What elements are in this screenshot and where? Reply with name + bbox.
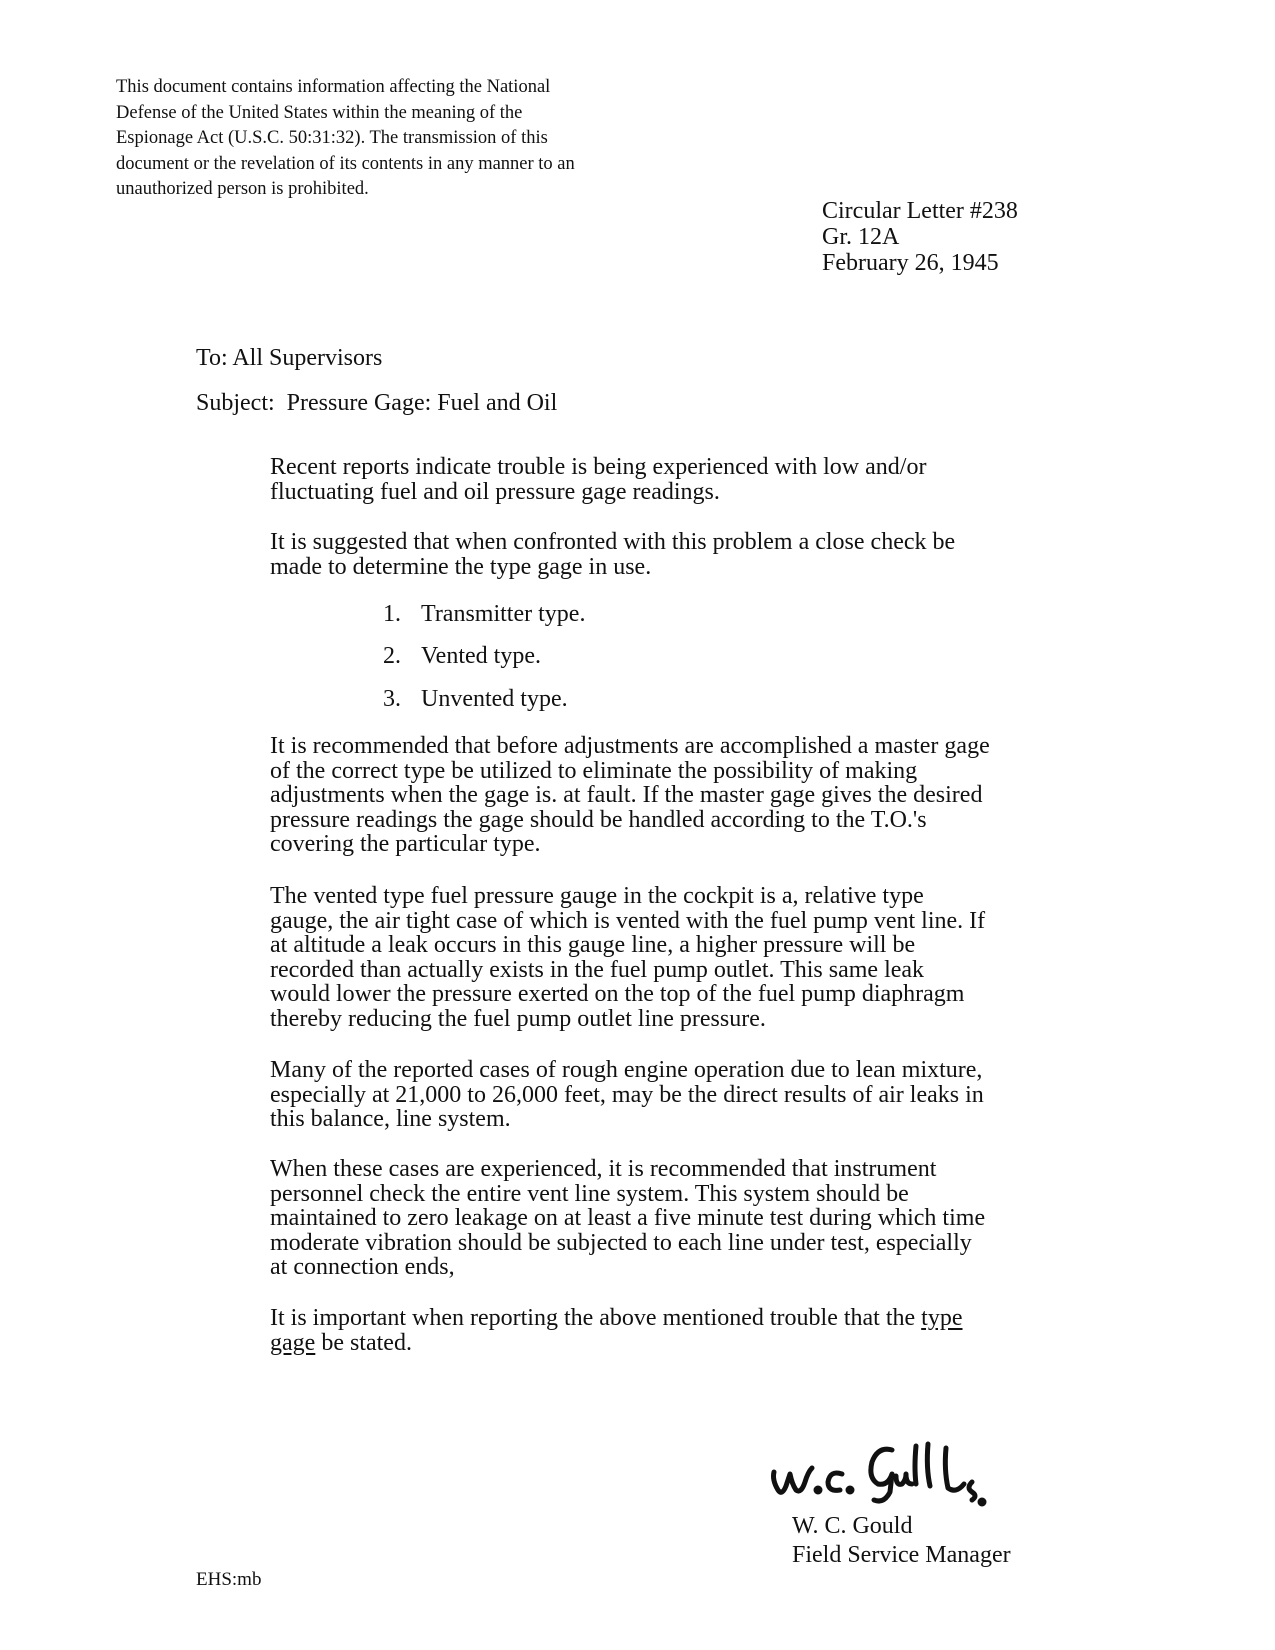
paragraph-line: moderate vibration should be subjected to each line under test, especially: [270, 1229, 972, 1256]
notice-line: Defense of the United States within the meaning of the: [116, 102, 523, 123]
paragraph-line: this balance, line system.: [270, 1106, 511, 1132]
notice-line: This document contains information affecting the National: [116, 77, 551, 97]
paragraph-text: It is important when reporting the above mentioned trouble that the: [270, 1305, 922, 1331]
notice-line: unauthorized person is prohibited.: [116, 179, 369, 199]
recipient-line: To: All Supervisors: [196, 345, 383, 371]
paragraph-line: especially at 21,000 to 26,000 feet, may be the direct results of air leaks in: [270, 1081, 984, 1108]
paragraph-line: would lower the pressure exerted on the top of the fuel pump diaphragm: [270, 981, 965, 1007]
paragraph-line: Many of the reported cases of rough engine operation due to lean mixture,: [270, 1057, 983, 1083]
body-paragraph-1: [270, 455, 1050, 504]
subject-line: [196, 389, 557, 417]
letter-date: February 26, 1945: [822, 250, 999, 276]
list-item-number: 2.: [383, 643, 401, 669]
paragraph-line: [270, 1306, 1050, 1331]
paragraph-line: [270, 1331, 1050, 1356]
paragraph-line: The vented type fuel pressure gauge in the cockpit is a, relative type: [270, 883, 924, 909]
body-paragraph-6: [270, 1157, 1050, 1280]
paragraph-line: covering the particular type.: [270, 831, 541, 857]
paragraph-line: Recent reports indicate trouble is being experienced with low and/or: [270, 454, 927, 480]
paragraph-line: of the correct type be utilized to eliminate the possibility of making: [270, 757, 918, 784]
paragraph-line: at connection ends,: [270, 1254, 455, 1280]
paragraph-line: thereby reducing the fuel pump outlet line pressure.: [270, 1005, 766, 1032]
subject-label: Subject:: [196, 390, 275, 416]
paragraph-text: be stated.: [315, 1329, 412, 1356]
list-item-number: 1.: [383, 601, 401, 627]
paragraph-line: adjustments when the gage is. at fault. If the master gage gives the desired: [270, 782, 983, 808]
underlined-word: gage: [270, 1329, 316, 1356]
list-item-number: 3.: [383, 686, 401, 712]
notice-line: Espionage Act (U.S.C. 50:31:32). The transmission of this: [116, 128, 548, 148]
signer-block: [792, 1512, 1011, 1570]
paragraph-line: made to determine the type gage in use.: [270, 553, 652, 580]
list-item: [383, 600, 585, 628]
list-item-text: Transmitter type.: [421, 601, 586, 627]
list-item-text: Unvented type.: [421, 686, 568, 712]
typist-initials: EHS:mb: [196, 1569, 262, 1590]
group-code: Gr. 12A: [822, 224, 900, 250]
signer-name: W. C. Gould: [792, 1513, 913, 1539]
list-item: [383, 685, 568, 713]
notice-line: document or the revelation of its contents in any manner to an: [116, 153, 575, 174]
paragraph-line: fluctuating fuel and oil pressure gage readings.: [270, 478, 720, 505]
paragraph-line: gauge, the air tight case of which is vented with the fuel pump vent line. If: [270, 907, 986, 934]
paragraph-line: at altitude a leak occurs in this gauge line, a higher pressure will be: [270, 932, 916, 958]
body-paragraph-7: [270, 1306, 1050, 1355]
body-paragraph-4: [270, 884, 1050, 1031]
paragraph-line: personnel check the entire vent line system. This system should be: [270, 1180, 909, 1207]
paragraph-line: maintained to zero leakage on at least a five minute test during which time: [270, 1205, 986, 1231]
circular-letter-number: Circular Letter #238: [822, 198, 1018, 224]
reference-block: [822, 198, 1018, 276]
security-notice: [116, 75, 676, 203]
paragraph-line: It is recommended that before adjustments are accomplished a master gage: [270, 733, 990, 759]
list-item-text: Vented type.: [421, 643, 541, 669]
paragraph-line: recorded than actually exists in the fuel pump outlet. This same leak: [270, 956, 925, 983]
paragraph-line: When these cases are experienced, it is recommended that instrument: [270, 1156, 937, 1182]
handwritten-signature: [768, 1440, 988, 1510]
underlined-word: type: [921, 1305, 963, 1331]
paragraph-line: It is suggested that when confronted with this problem a close check be: [270, 529, 956, 555]
body-paragraph-2: [270, 530, 1050, 579]
subject-value: Pressure Gage: Fuel and Oil: [286, 390, 558, 416]
signer-title: Field Service Manager: [792, 1542, 1011, 1568]
paragraph-line: pressure readings the gage should be handled according to the T.O.'s: [270, 806, 927, 833]
body-paragraph-3: [270, 734, 1050, 857]
list-item: [383, 642, 541, 670]
body-paragraph-5: [270, 1058, 1050, 1132]
